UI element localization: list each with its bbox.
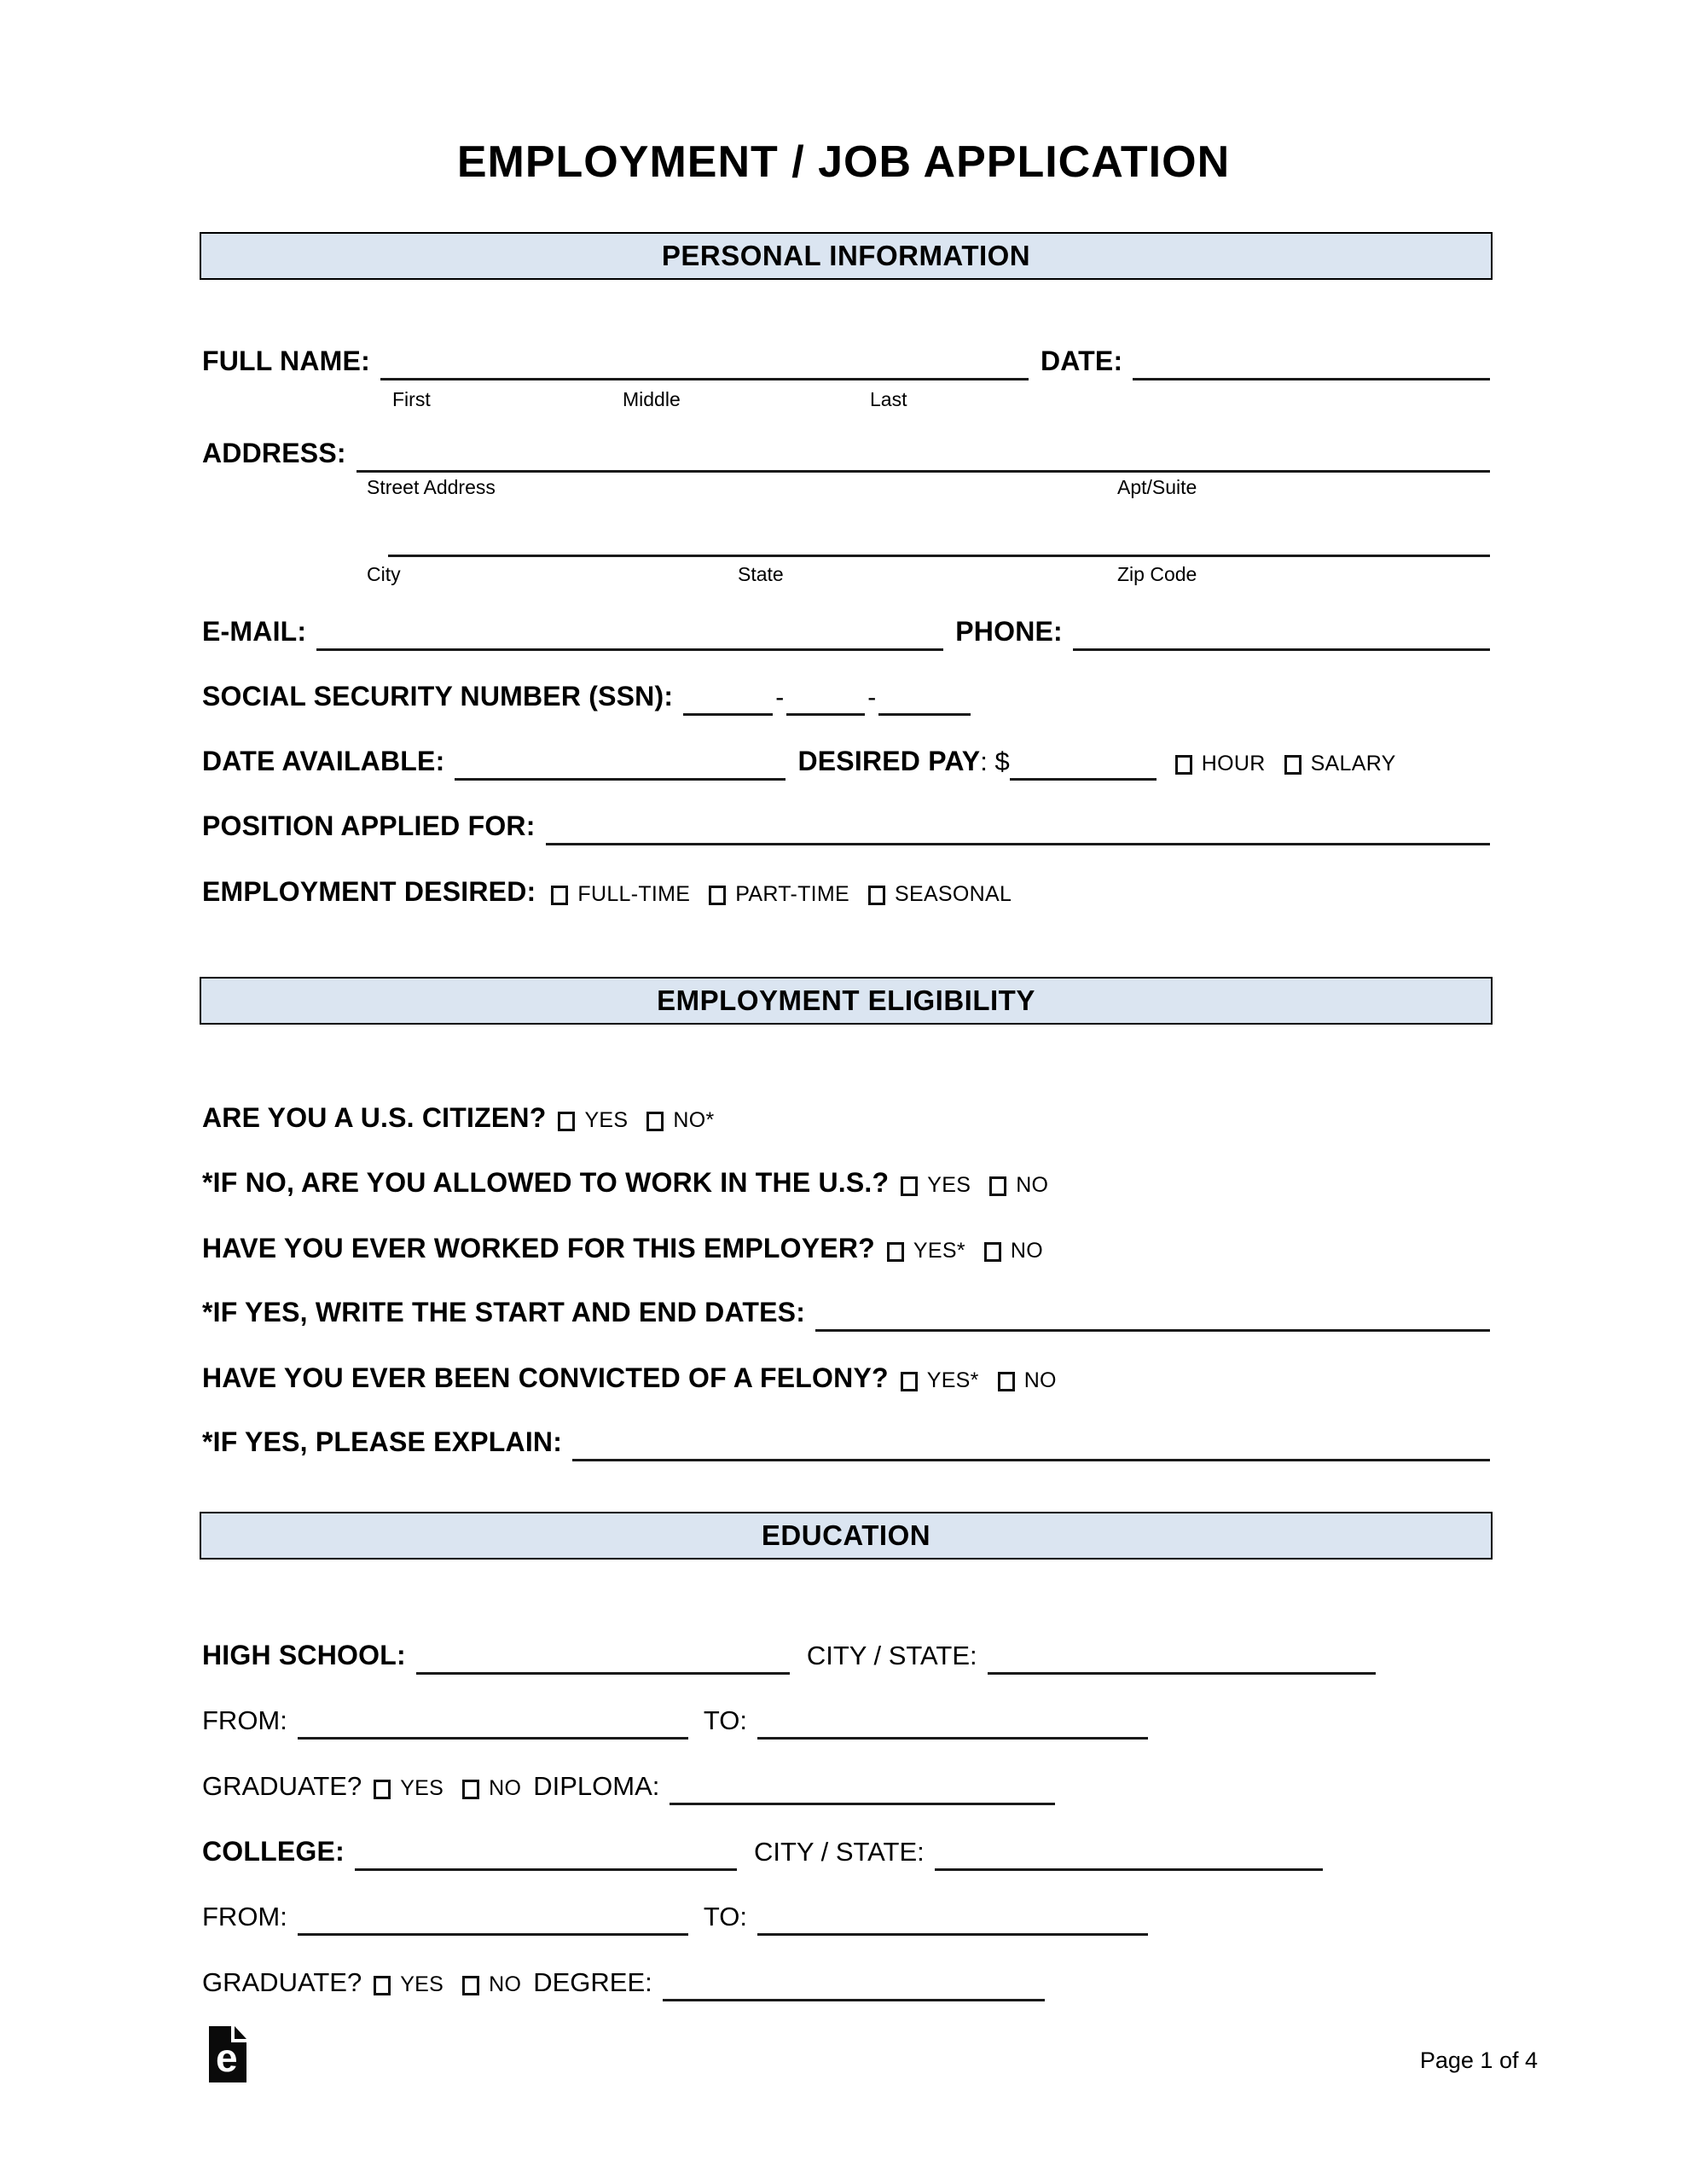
- section-header-personal-label: PERSONAL INFORMATION: [661, 240, 1031, 271]
- state-sublabel: State: [738, 563, 784, 585]
- high-school-graduate-no-checkbox[interactable]: [462, 1780, 479, 1799]
- college-row: [202, 1836, 1490, 1867]
- desired-pay-label: DESIRED PAY: [797, 746, 981, 776]
- zip-code-sublabel: Zip Code: [1117, 563, 1197, 585]
- desired-pay-field[interactable]: [1010, 778, 1157, 781]
- eforms-document-icon: [208, 2025, 247, 2083]
- college-from-field[interactable]: [298, 1933, 688, 1936]
- part-time-option-label: PART-TIME: [735, 882, 849, 906]
- full-time-option-label: FULL-TIME: [577, 882, 691, 906]
- middle-name-sublabel: Middle: [623, 388, 681, 410]
- high-school-from-field[interactable]: [298, 1737, 688, 1740]
- seasonal-option-label: SEASONAL: [895, 882, 1012, 906]
- citizen-question-label: ARE YOU A U.S. CITIZEN?: [202, 1102, 547, 1133]
- worked-before-question-row: [202, 1233, 1490, 1264]
- college-name-field[interactable]: [355, 1868, 737, 1871]
- worked-no-option-label: NO: [1010, 1239, 1043, 1263]
- high-school-row: [202, 1640, 1490, 1671]
- college-graduate-yes-checkbox[interactable]: [374, 1976, 391, 1995]
- high-school-graduate-label: GRADUATE?: [202, 1771, 362, 1801]
- diploma-label: DIPLOMA:: [533, 1771, 660, 1801]
- name-sublabels-row: [202, 388, 1490, 412]
- pay-hour-option-label: HOUR: [1201, 752, 1266, 775]
- page-indicator: Page 1 of 4: [1419, 2048, 1538, 2073]
- allowed-no-option-label: NO: [1016, 1173, 1049, 1197]
- college-graduate-no-checkbox[interactable]: [462, 1976, 479, 1995]
- section-header-eligibility-label: EMPLOYMENT ELIGIBILITY: [657, 985, 1035, 1016]
- seasonal-checkbox[interactable]: [868, 886, 885, 905]
- college-graduate-row: [202, 1966, 1490, 1998]
- position-row: [202, 810, 1490, 842]
- email-field[interactable]: [316, 648, 943, 651]
- felony-yes-checkbox[interactable]: [901, 1372, 918, 1391]
- citizen-no-option-label: NO*: [673, 1108, 715, 1132]
- start-end-dates-field[interactable]: [815, 1329, 1490, 1332]
- full-name-row: [202, 346, 1490, 377]
- start-end-dates-row: [202, 1297, 1490, 1328]
- high-school-to-label: TO:: [703, 1705, 747, 1735]
- page-title: EMPLOYMENT / JOB APPLICATION: [456, 137, 1231, 187]
- position-applied-label: POSITION APPLIED FOR:: [202, 810, 536, 841]
- high-school-name-field[interactable]: [416, 1672, 790, 1675]
- ssn-dash-1: -: [775, 683, 785, 712]
- citizen-no-checkbox[interactable]: [646, 1112, 664, 1131]
- section-header-employment-eligibility: [200, 977, 1493, 1025]
- full-name-field[interactable]: [380, 378, 1029, 380]
- ssn-label: SOCIAL SECURITY NUMBER (SSN):: [202, 681, 674, 712]
- date-field[interactable]: [1133, 378, 1490, 380]
- allowed-to-work-question-label: *IF NO, ARE YOU ALLOWED TO WORK IN THE U.S.?: [202, 1167, 890, 1198]
- allowed-no-checkbox[interactable]: [989, 1176, 1006, 1196]
- diploma-field[interactable]: [670, 1803, 1055, 1805]
- ssn-dash-2: -: [867, 683, 877, 712]
- ssn-field-1[interactable]: [683, 713, 773, 716]
- apt-suite-sublabel: Apt/Suite: [1117, 476, 1197, 498]
- felony-question-row: [202, 1362, 1490, 1394]
- last-name-sublabel: Last: [870, 388, 907, 410]
- high-school-graduate-row: [202, 1770, 1490, 1802]
- high-school-graduate-yes-checkbox[interactable]: [374, 1780, 391, 1799]
- college-city-state-field[interactable]: [935, 1868, 1323, 1871]
- employment-desired-row: [202, 876, 1490, 908]
- eforms-logo-letter: e: [216, 2036, 238, 2080]
- pay-hour-checkbox[interactable]: [1175, 755, 1192, 775]
- felony-no-checkbox[interactable]: [998, 1372, 1015, 1391]
- pay-salary-option-label: SALARY: [1310, 752, 1396, 775]
- felony-yes-option-label: YES*: [926, 1368, 979, 1392]
- worked-yes-checkbox[interactable]: [887, 1242, 904, 1262]
- citizen-question-row: [202, 1102, 1490, 1134]
- high-school-from-label: FROM:: [202, 1705, 287, 1735]
- position-applied-field[interactable]: [546, 843, 1490, 845]
- high-school-to-field[interactable]: [757, 1737, 1148, 1740]
- ssn-row: [202, 681, 1490, 712]
- part-time-checkbox[interactable]: [709, 886, 726, 905]
- address-row: [202, 438, 1490, 469]
- ssn-field-3[interactable]: [878, 713, 971, 716]
- felony-explain-field[interactable]: [572, 1459, 1490, 1461]
- felony-explain-row: [202, 1426, 1490, 1458]
- college-graduate-no-label: NO: [489, 1972, 522, 1996]
- college-city-state-label: CITY / STATE:: [753, 1837, 925, 1867]
- phone-label: PHONE:: [955, 616, 1063, 647]
- section-header-education: [200, 1512, 1493, 1560]
- date-available-pay-row: [202, 746, 1490, 777]
- date-label: DATE:: [1040, 346, 1123, 376]
- worked-before-question-label: HAVE YOU EVER WORKED FOR THIS EMPLOYER?: [202, 1233, 875, 1263]
- high-school-from-to-row: [202, 1705, 1490, 1736]
- street-address-field[interactable]: [357, 470, 1490, 473]
- city-sublabel: City: [367, 563, 401, 585]
- felony-explain-label: *IF YES, PLEASE EXPLAIN:: [202, 1426, 563, 1457]
- address-label: ADDRESS:: [202, 438, 346, 468]
- high-school-label: HIGH SCHOOL:: [202, 1640, 406, 1670]
- high-school-graduate-no-label: NO: [489, 1776, 522, 1800]
- date-available-label: DATE AVAILABLE:: [202, 746, 445, 776]
- pay-salary-checkbox[interactable]: [1284, 755, 1301, 775]
- college-label: COLLEGE:: [202, 1836, 345, 1867]
- citizen-yes-option-label: YES: [584, 1108, 629, 1132]
- email-label: E-MAIL:: [202, 616, 307, 647]
- college-graduate-label: GRADUATE?: [202, 1967, 362, 1997]
- full-name-label: FULL NAME:: [202, 346, 370, 376]
- felony-no-option-label: NO: [1023, 1368, 1057, 1392]
- first-name-sublabel: First: [392, 388, 431, 410]
- college-from-to-row: [202, 1901, 1490, 1932]
- section-header-personal-information: [200, 232, 1493, 280]
- high-school-city-state-label: CITY / STATE:: [806, 1641, 977, 1670]
- email-phone-row: [202, 616, 1490, 648]
- degree-field[interactable]: [663, 1999, 1045, 2001]
- street-address-sublabel: Street Address: [367, 476, 496, 498]
- college-to-field[interactable]: [757, 1933, 1148, 1936]
- allowed-yes-checkbox[interactable]: [901, 1176, 918, 1196]
- worked-no-checkbox[interactable]: [984, 1242, 1001, 1262]
- phone-field[interactable]: [1073, 648, 1490, 651]
- employment-desired-label: EMPLOYMENT DESIRED:: [202, 876, 536, 907]
- college-from-label: FROM:: [202, 1902, 287, 1931]
- allowed-yes-option-label: YES: [927, 1173, 971, 1197]
- full-time-checkbox[interactable]: [551, 886, 568, 905]
- address-sublabels-row-2: [202, 563, 1490, 587]
- college-to-label: TO:: [703, 1902, 747, 1931]
- college-graduate-yes-label: YES: [400, 1972, 444, 1996]
- citizen-yes-checkbox[interactable]: [558, 1112, 575, 1131]
- address-row-2: [202, 522, 1490, 554]
- high-school-city-state-field[interactable]: [988, 1672, 1376, 1675]
- worked-yes-option-label: YES*: [913, 1239, 965, 1263]
- section-header-education-label: EDUCATION: [761, 1519, 931, 1551]
- start-end-dates-label: *IF YES, WRITE THE START AND END DATES:: [202, 1297, 806, 1327]
- allowed-to-work-question-row: [202, 1167, 1490, 1199]
- degree-label: DEGREE:: [533, 1967, 652, 1997]
- desired-pay-dollar-prefix: : $: [980, 746, 1010, 776]
- city-state-zip-field[interactable]: [388, 555, 1490, 557]
- high-school-graduate-yes-label: YES: [400, 1776, 444, 1800]
- felony-question-label: HAVE YOU EVER BEEN CONVICTED OF A FELONY?: [202, 1362, 889, 1393]
- ssn-field-2[interactable]: [786, 713, 865, 716]
- eforms-logo: [208, 2025, 247, 2088]
- address-sublabels-row-1: [202, 476, 1490, 500]
- date-available-field[interactable]: [455, 778, 786, 781]
